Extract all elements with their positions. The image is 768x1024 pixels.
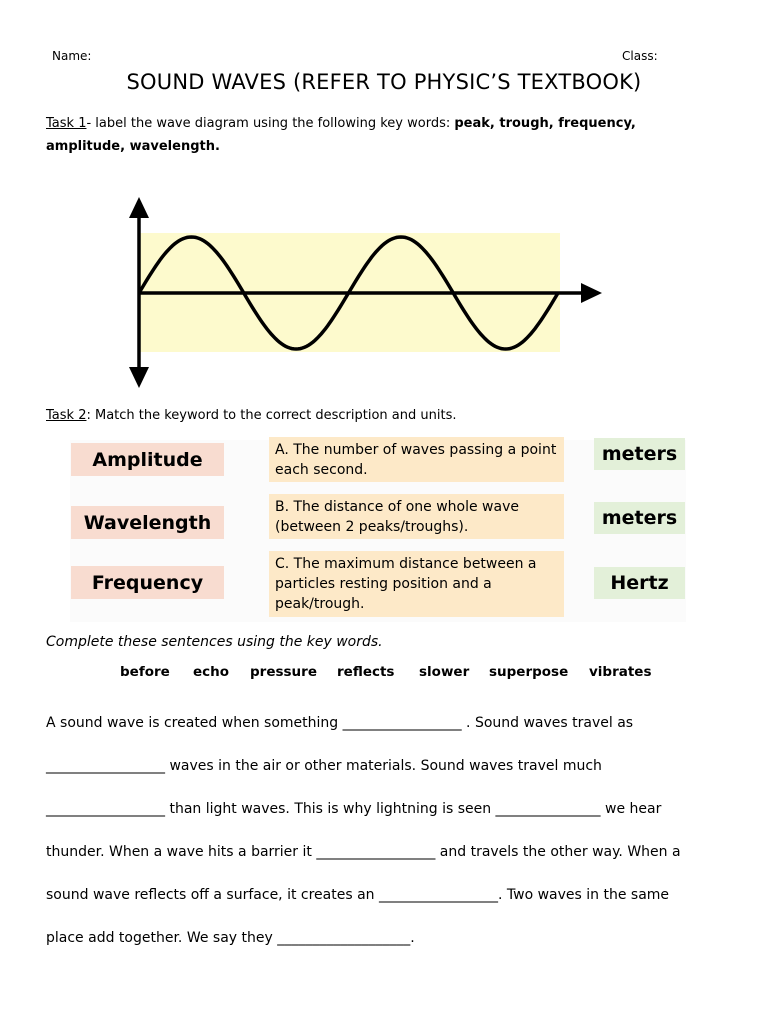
task2-text: : Match the keyword to the correct description and units. <box>86 408 457 423</box>
word-bank-item: before <box>120 664 170 680</box>
sentences-instruction: Complete these sentences using the key words. <box>46 634 383 650</box>
x-axis-arrow <box>581 283 602 303</box>
word-bank-item: echo <box>193 664 230 680</box>
word-bank-item: pressure <box>250 664 317 680</box>
sentence-line: sound wave reflects off a surface, it creates an _________________. Two waves in the same <box>46 887 670 903</box>
page-title: SOUND WAVES (REFER TO PHYSIC’S TEXTBOOK) <box>126 70 642 94</box>
task1-keywords-line2: amplitude, wavelength. <box>46 139 220 154</box>
wave-diagram <box>0 0 768 420</box>
unit-meters-2: meters <box>594 502 685 534</box>
keyword-amplitude: Amplitude <box>71 443 224 476</box>
task2-label: Task 2 <box>46 408 87 423</box>
word-bank-item: superpose <box>489 664 569 680</box>
keyword-wavelength: Wavelength <box>71 506 224 539</box>
sentence-line: _________________ waves in the air or other materials. Sound waves travel much <box>46 758 602 774</box>
word-bank-item: vibrates <box>589 664 652 680</box>
word-bank <box>120 664 652 680</box>
fill-in-paragraph <box>46 702 736 960</box>
sentence-line: A sound wave is created when something _________________ . Sound waves travel as <box>46 715 634 731</box>
keyword-frequency: Frequency <box>71 566 224 599</box>
sentence-line: thunder. When a wave hits a barrier it _________________ and travels the other way. When a <box>46 844 681 860</box>
task1-label: Task 1 <box>46 116 87 131</box>
description-a: A. The number of waves passing a point each second. <box>269 437 564 482</box>
sentence-line: _________________ than light waves. This is why lightning is seen _______________ we hear <box>46 801 662 817</box>
y-axis-arrow-down <box>129 367 149 388</box>
word-bank-item: reflects <box>337 664 395 680</box>
description-b: B. The distance of one whole wave (between 2 peaks/troughs). <box>269 494 564 539</box>
description-c: C. The maximum distance between a particles resting position and a peak/trough. <box>269 551 564 617</box>
task1-text: - label the wave diagram using the following key words: <box>86 116 455 131</box>
class-label: Class: <box>622 49 658 63</box>
unit-hertz: Hertz <box>594 567 685 599</box>
unit-meters-1: meters <box>594 438 685 470</box>
word-bank-item: slower <box>419 664 470 680</box>
sentence-line: place add together. We say they ___________________. <box>46 930 415 946</box>
task1-keywords-line1: peak, trough, frequency, <box>454 116 636 131</box>
task2-instructions <box>46 404 457 427</box>
name-label: Name: <box>52 49 92 63</box>
y-axis-arrow-up <box>129 197 149 218</box>
